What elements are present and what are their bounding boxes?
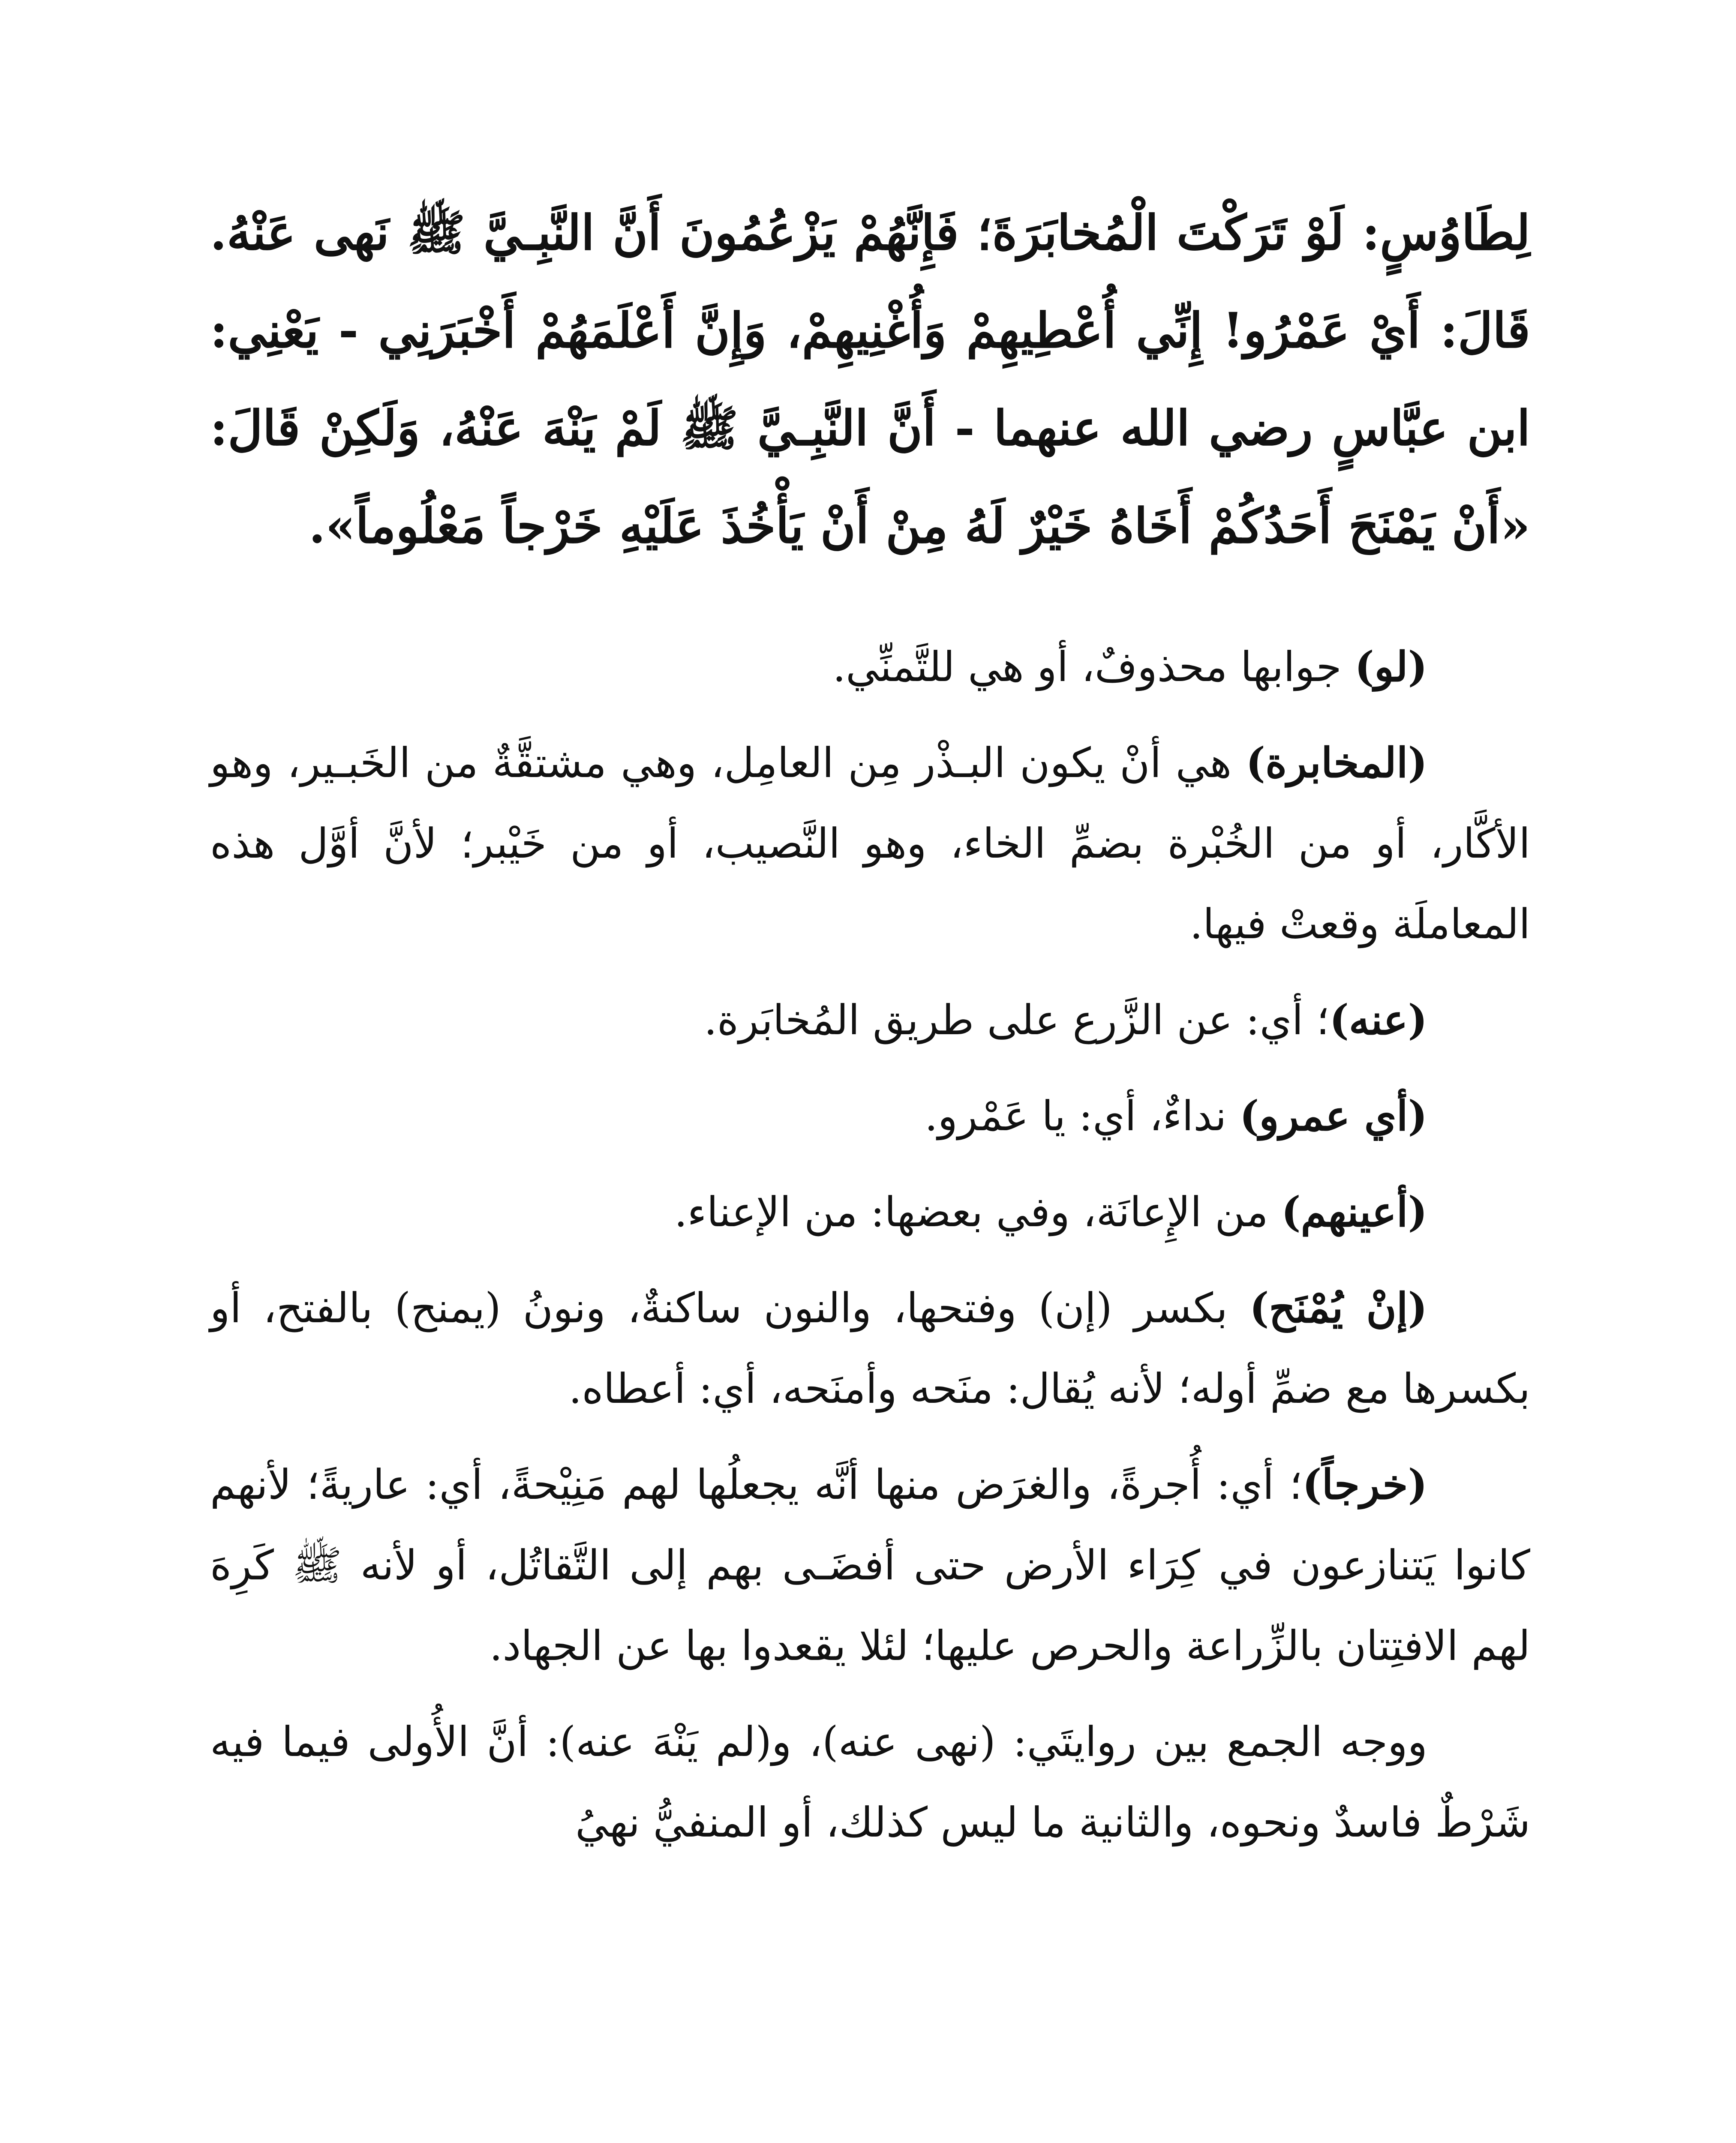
note-term: (عنه) xyxy=(1329,996,1427,1044)
note-term: (أعينهم) xyxy=(1281,1188,1427,1236)
note-reconciliation xyxy=(210,1702,1530,1863)
note-term: (خرجاً) xyxy=(1302,1460,1427,1509)
note-term: (لو) xyxy=(1355,642,1427,691)
note-yumnah xyxy=(210,1268,1530,1429)
page-body xyxy=(210,184,1530,2143)
note-text: من الإِعانَة، وفي بعضها: من الإعناء. xyxy=(674,1188,1282,1236)
note-kharjan xyxy=(210,1444,1530,1686)
note-term: (إنْ يُمْنَح) xyxy=(1249,1284,1428,1332)
note-text: هي أنْ يكون البـذْر مِن العامِل، وهي مشتقَّةٌ من الخَبـير، وهو الأكَّار، أو من الخُبْرة بضمِّ الخاء، وهو النَّصيب، أو من خَيْبر؛ لأنَّ أوَّل هذه المعاملَة وقعتْ فيها. xyxy=(210,739,1530,948)
note-text: ؛ أي: أُجرةً، والغرَض منها أنَّه يجعلُها لهم مَنِيْحةً، أي: عاريةً؛ لأنهم كانوا يَتنازعون في كِرَاء الأرض حتى أفضَـى بهم إلى التَّقاتُل، أو لأنه ﷺ كَرِهَ لهم الافتِتان بالزِّراعة والحرص عليها؛ لئلا يقعدوا بها عن الجهاد. xyxy=(210,1461,1530,1670)
note-mukhabara xyxy=(210,723,1530,964)
note-text: نداءٌ، أي: يا عَمْرو. xyxy=(925,1092,1240,1140)
note-text: ؛ أي: عن الزَّرع على طريق المُخابَرة. xyxy=(704,996,1330,1044)
note-term: (المخابرة) xyxy=(1246,738,1427,787)
note-aeenahum xyxy=(210,1172,1530,1252)
note-term: (أي عمرو) xyxy=(1239,1092,1427,1140)
note-law xyxy=(210,627,1530,707)
note-text: جوابها محذوفٌ، أو هي للتَّمنِّي. xyxy=(832,643,1355,691)
note-ay-amr xyxy=(210,1076,1530,1156)
note-text: ووجه الجمع بين روايتَي: (نهى عنه)، و(لم يَنْهَ عنه): أنَّ الأُولى فيما فيه شَرْطٌ فاسدٌ ونحوه، والثانية ما ليس كذلك، أو المنفيُّ نهيُ xyxy=(210,1718,1530,1846)
note-text: بكسر (إن) وفتحها، والنون ساكنةٌ، ونونُ (يمنح) بالفتح، أو بكسرها مع ضمِّ أوله؛ لأنه يُقال: منَحه وأمنَحه، أي: أعطاه. xyxy=(210,1284,1530,1413)
note-anhu xyxy=(210,980,1530,1060)
commentary-notes xyxy=(210,627,1530,1863)
hadith-text: لِطَاوُسٍ: لَوْ تَرَكْتَ الْمُخابَرَةَ؛ فَإِنَّهُمْ يَزْعُمُونَ أَنَّ النَّبِـيَّ ﷺ نَهى عَنْهُ. قَالَ: أَيْ عَمْرُو! إِنِّي أُعْطِيهِمْ وَأُغْنِيهِمْ، وَإِنَّ أَعْلَمَهُمْ أَخْبَرَنِي - يَعْنِي: ابن عبَّاسٍ رضي الله عنهما - أَنَّ النَّبِـيَّ ﷺ لَمْ يَنْهَ عَنْهُ، وَلَكِنْ قَالَ: «أَنْ يَمْنَحَ أَحَدُكُمْ أَخَاهُ خَيْرٌ لَهُ مِنْ أَنْ يَأْخُذَ عَلَيْهِ خَرْجاً مَعْلُوماً». xyxy=(210,205,1531,554)
